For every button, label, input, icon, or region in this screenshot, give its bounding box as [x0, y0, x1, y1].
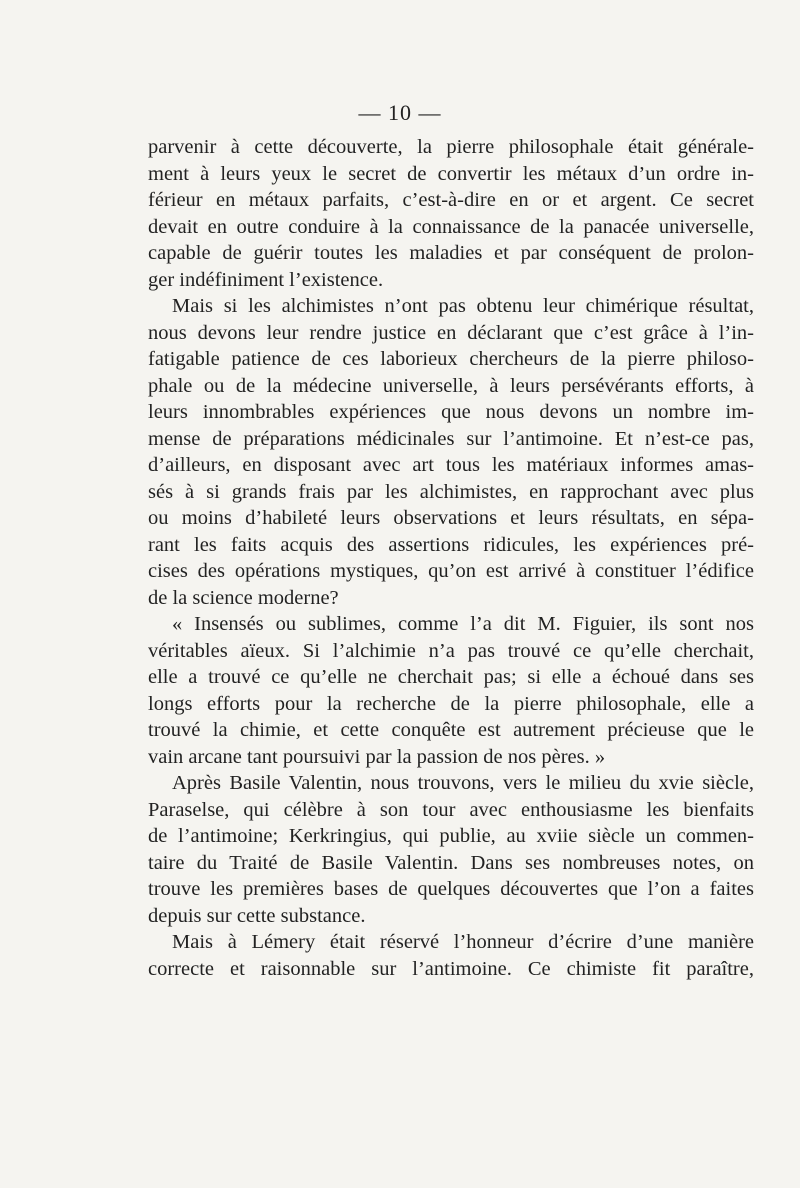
text-line: Mais à Lémery était réservé l’honneur d’écrire d’une manière — [172, 931, 754, 953]
text-line: capable de guérir toutes les maladies et par conséquent de prolon- — [148, 242, 754, 264]
text-line: vain arcane tant poursuivi par la passion de nos pères. » — [148, 745, 606, 768]
paragraph-4 — [148, 770, 754, 929]
paragraph-1 — [148, 134, 754, 293]
text-line: cises des opérations mystiques, qu’on est arrivé à constituer l’édifice — [148, 560, 754, 582]
text-line: férieur en métaux parfaits, c’est-à-dire en or et argent. Ce secret — [148, 189, 754, 211]
text-line: rant les faits acquis des assertions ridicules, les expériences pré- — [148, 533, 754, 556]
text-line: de l’antimoine; Kerkringius, qui publie, au xviie siècle un commen- — [148, 825, 754, 847]
text-line: Mais si les alchimistes n’ont pas obtenu leur chimérique résultat, — [172, 295, 754, 317]
text-line: trouvé la chimie, et cette conquête est autrement précieuse que le — [148, 719, 754, 741]
paragraph-5 — [148, 929, 754, 982]
paragraph-2 — [148, 293, 754, 611]
text-line: « Insensés ou sublimes, comme l’a dit M. Figuier, ils sont nos — [172, 613, 754, 635]
text-line: Paraselse, qui célèbre à son tour avec enthousiasme les bienfaits — [148, 798, 754, 821]
paragraph-3 — [148, 611, 754, 770]
text-line: véritables aïeux. Si l’alchimie n’a pas trouvé ce qu’elle cherchait, — [148, 639, 754, 662]
page-number: — 10 — — [358, 100, 442, 125]
text-line: ment à leurs yeux le secret de convertir les métaux d’un ordre in- — [148, 162, 754, 185]
text-line: elle a trouvé ce qu’elle ne cherchait pas; si elle a échoué dans ses — [148, 666, 754, 688]
text-line: taire du Traité de Basile Valentin. Dans ses nombreuses notes, on — [148, 851, 754, 874]
text-line: Après Basile Valentin, nous trouvons, vers le milieu du xvie siècle, — [172, 772, 754, 794]
text-line: longs efforts pour la recherche de la pierre philosophale, elle a — [148, 692, 754, 715]
text-line: sés à si grands frais par les alchimistes, en rapprochant avec plus — [148, 480, 754, 503]
text-line: ger indéfiniment l’existence. — [148, 268, 384, 291]
text-line: parvenir à cette découverte, la pierre philosophale était générale- — [148, 136, 754, 158]
text-line: phale ou de la médecine universelle, à leurs persévérants efforts, à — [148, 374, 754, 397]
text-line: de la science moderne? — [148, 586, 339, 609]
text-line: d’ailleurs, en disposant avec art tous les matériaux informes amas- — [148, 454, 754, 476]
text-line: mense de préparations médicinales sur l’antimoine. Et n’est-ce pas, — [148, 427, 754, 450]
text-line: correcte et raisonnable sur l’antimoine. Ce chimiste fit paraître, — [148, 957, 754, 980]
text-line: nous devons leur rendre justice en déclarant que c’est grâce à l’in- — [148, 321, 754, 344]
body-text — [148, 134, 754, 982]
text-line: devait en outre conduire à la connaissance de la panacée universelle, — [148, 215, 754, 238]
text-line: depuis sur cette substance. — [148, 904, 366, 927]
text-line: leurs innombrables expériences que nous devons un nombre im- — [148, 401, 754, 423]
text-line: fatigable patience de ces laborieux chercheurs de la pierre philoso- — [148, 348, 754, 370]
text-line: ou moins d’habileté leurs observations et leurs résultats, en sépa- — [148, 507, 754, 529]
text-line: trouve les premières bases de quelques découvertes que l’on a faites — [148, 878, 754, 900]
